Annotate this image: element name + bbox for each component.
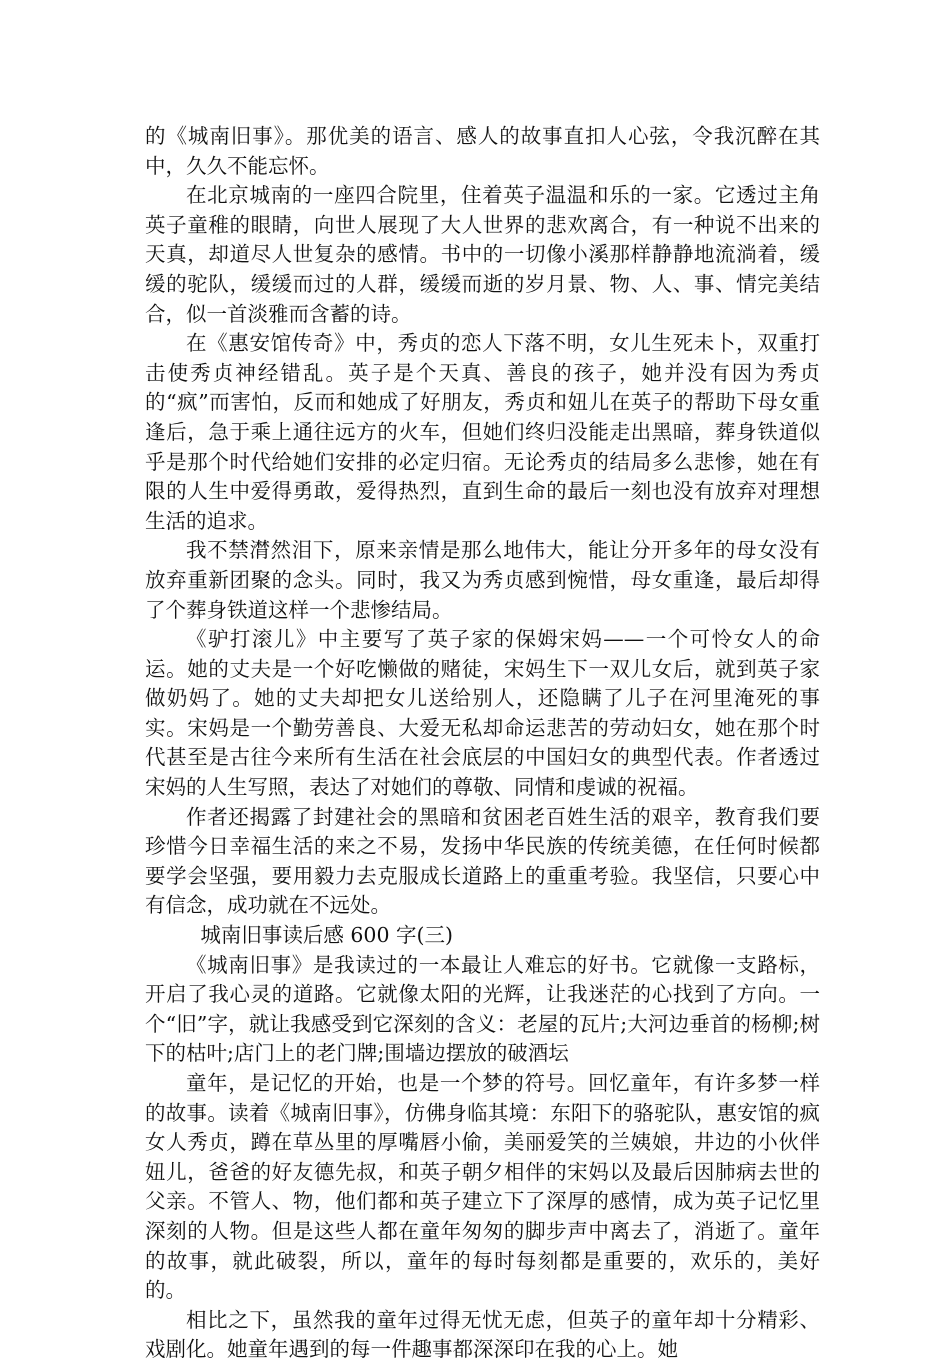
paragraph-1: 的《城南旧事》。那优美的语言、感人的故事直扣人心弦，令我沉醉在其中，久久不能忘怀。 [145, 124, 820, 178]
paragraph-7: 《城南旧事》是我读过的一本最让人难忘的好书。它就像一支路标，开启了我心灵的道路。它就像太阳的光辉，让我迷茫的心找到了方向。一个“旧”字，就让我感受到它深刻的含义：老屋的瓦片;大河边垂首的杨柳;树下的枯叶;店门上的老门牌;围墙边摆放的破酒坛 [145, 952, 820, 1066]
paragraph-9: 相比之下，虽然我的童年过得无忧无虑，但英子的童年却十分精彩、戏剧化。她童年遇到的每一件趣事都深深印在我的心上。她 [145, 1307, 820, 1362]
paragraph-8: 童年，是记忆的开始，也是一个梦的符号。回忆童年，有许多梦一样的故事。读着《城南旧事》，仿佛身临其境：东阳下的骆驼队，惠安馆的疯女人秀贞，蹲在草丛里的厚嘴唇小偷，美丽爱笑的兰姨娘，井边的小伙伴妞儿，爸爸的好友德先叔，和英子朝夕相伴的宋妈以及最后因肺病去世的父亲。不管人、物，他们都和英子建立下了深厚的感情，成为英子记忆里深刻的人物。但是这些人都在童年匆匆的脚步声中离去了，消逝了。童年的故事，就此破裂，所以，童年的每时每刻都是重要的，欢乐的，美好的。 [145, 1071, 820, 1303]
document-page [145, 122, 820, 1365]
paragraph-2: 在北京城南的一座四合院里，住着英子温温和乐的一家。它透过主角英子童稚的眼睛，向世人展现了大人世界的悲欢离合，有一种说不出来的天真，却道尽人世复杂的感情。书中的一切像小溪那样静静地流淌着，缓缓的驼队，缓缓而过的人群，缓缓而逝的岁月景、物、人、事、情完美结合，似一首淡雅而含蓄的诗。 [145, 183, 820, 326]
paragraph-4: 我不禁潸然泪下，原来亲情是那么地伟大，能让分开多年的母女没有放弃重新团聚的念头。同时，我又为秀贞感到惋惜，母女重逢，最后却得了个葬身铁道这样一个悲惨结局。 [145, 538, 820, 622]
section-heading: 城南旧事读后感 600 字(三) [200, 923, 453, 948]
paragraph-5: 《驴打滚儿》中主要写了英子家的保姆宋妈——一个可怜女人的命运。她的丈夫是一个好吃懒做的赌徒，宋妈生下一双儿女后，就到英子家做奶妈了。她的丈夫却把女儿送给别人，还隐瞒了儿子在河里淹死的事实。宋妈是一个勤劳善良、大爱无私却命运悲苦的劳动妇女，她在那个时代甚至是古往今来所有生活在社会底层的中国妇女的典型代表。作者透过宋妈的人生写照，表达了对她们的尊敬、同情和虔诚的祝福。 [145, 627, 820, 800]
paragraph-6: 作者还揭露了封建社会的黑暗和贫困老百姓生活的艰辛，教育我们要珍惜今日幸福生活的来之不易，发扬中华民族的传统美德，在任何时候都要学会坚强，要用毅力去克服成长道路上的重重考验。我坚信，只要心中有信念，成功就在不远处。 [145, 804, 820, 918]
paragraph-3: 在《惠安馆传奇》中，秀贞的恋人下落不明，女儿生死未卜，双重打击使秀贞神经错乱。英子是个天真、善良的孩子，她并没有因为秀贞的“疯”而害怕，反而和她成了好朋友，秀贞和妞儿在英子的帮助下母女重逢后，急于乘上通往远方的火车，但她们终归没能走出黑暗，葬身铁道似乎是那个时代给她们安排的必定归宿。无论秀贞的结局多么悲惨，她在有限的人生中爱得勇敢，爱得热烈，直到生命的最后一刻也没有放弃对理想生活的追求。 [145, 331, 820, 533]
